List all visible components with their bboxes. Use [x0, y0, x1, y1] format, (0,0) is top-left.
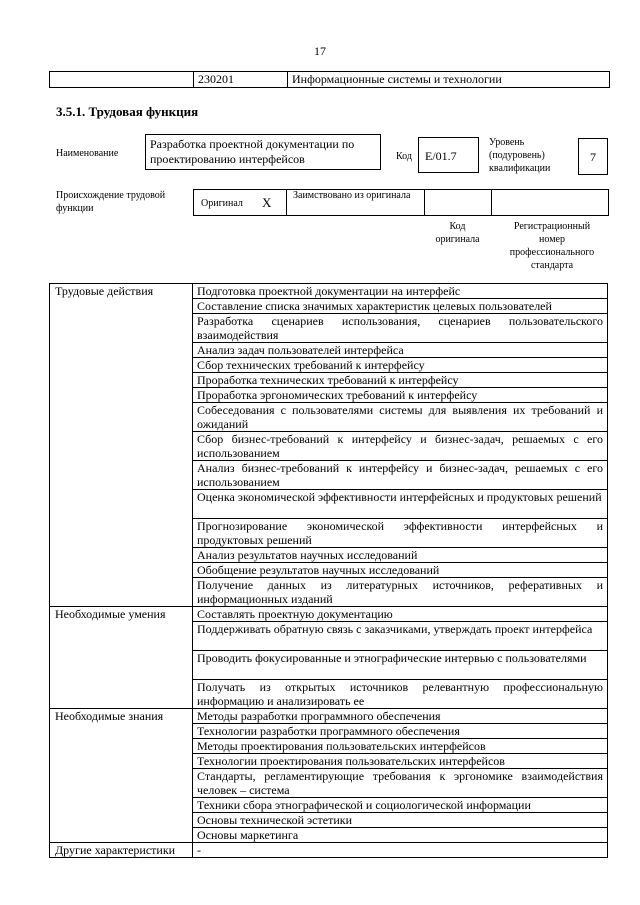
level-label: Уровень (подуровень) квалификации — [489, 137, 551, 174]
labor-function-table — [49, 283, 608, 858]
section-label: Трудовые действия — [50, 284, 193, 607]
table-cell: Основы маркетинга — [193, 828, 608, 843]
name-label: Наименование — [56, 148, 119, 159]
section-heading: 3.5.1. Трудовая функция — [56, 104, 199, 119]
table-cell: Проработка эргономических требований к интерфейсу — [193, 388, 608, 403]
code-caption: Код оригинала — [435, 221, 480, 245]
qualification-level: 7 — [590, 150, 596, 164]
table-cell: Получать из открытых источников релевантную профессиональную информацию и анализировать ее — [193, 680, 608, 709]
table-row — [50, 709, 608, 724]
regnum-caption: Регистрационный номер профессионального стандарта — [509, 221, 595, 271]
table-cell: Составлять проектную документацию — [193, 607, 608, 622]
section-label: Необходимые умения — [50, 607, 193, 709]
original-mark: X — [262, 195, 272, 210]
original-label: Оригинал — [201, 198, 243, 209]
table-row — [50, 843, 608, 858]
table-cell: Поддерживать обратную связь с заказчиками, утверждать проект интерфейса — [193, 622, 608, 651]
table-cell: Технологии разработки программного обеспечения — [193, 724, 608, 739]
table-row — [50, 284, 608, 299]
section-label: Необходимые знания — [50, 709, 193, 843]
function-code-box — [418, 137, 479, 173]
function-code: E/01.7 — [425, 149, 457, 163]
borrowed-label: Заимствовано из оригинала — [293, 190, 411, 201]
function-name-box — [145, 134, 381, 170]
table-cell: Методы проектирования пользовательских интерфейсов — [193, 739, 608, 754]
specialty-row-table — [49, 71, 610, 88]
table-cell: Обобщение результатов научных исследований — [193, 563, 608, 578]
table-row — [50, 607, 608, 622]
table-cell: Сбор технических требований к интерфейсу — [193, 358, 608, 373]
table-cell: Анализ бизнес-требований к интерфейсу и бизнес-задач, решаемых с его использованием — [193, 461, 608, 490]
specialty-name: Информационные системы и технологии — [288, 72, 610, 88]
code-label: Код — [396, 151, 412, 162]
table-cell: Прогнозирование экономической эффективности интерфейсных и продуктовых решений — [193, 519, 608, 548]
table-cell: Технологии проектирования пользовательских интерфейсов — [193, 754, 608, 769]
table-cell: Анализ результатов научных исследований — [193, 548, 608, 563]
page-number: 17 — [314, 44, 326, 58]
table-cell: Оценка экономической эффективности интерфейсных и продуктовых решений — [193, 490, 608, 519]
table-cell: - — [193, 843, 608, 858]
qualification-level-box — [578, 138, 608, 175]
origin-box — [193, 189, 609, 216]
table-cell: Проработка технических требований к интерфейсу — [193, 373, 608, 388]
table-cell: Сбор бизнес-требований к интерфейсу и бизнес-задач, решаемых с его использованием — [193, 432, 608, 461]
table-cell: Стандарты, регламентирующие требования к эргономике взаимодействия человек – система — [193, 769, 608, 798]
divider — [424, 190, 425, 215]
divider — [286, 190, 287, 215]
divider — [491, 190, 492, 215]
table-cell: Техники сбора этнографической и социологической информации — [193, 798, 608, 813]
table-cell: Получение данных из литературных источников, реферативных и информационных изданий — [193, 578, 608, 607]
table-cell: Подготовка проектной документации на интерфейс — [193, 284, 608, 299]
origin-label: Происхождение трудовой функции — [56, 190, 166, 214]
blank-cell — [50, 72, 194, 88]
table-cell: Проводить фокусированные и этнографические интервью с пользователями — [193, 651, 608, 680]
table-cell: Разработка сценариев использования, сценариев пользовательского взаимодействия — [193, 314, 608, 343]
specialty-code: 230201 — [194, 72, 288, 88]
function-name: Разработка проектной документации по проектированию интерфейсов — [150, 137, 355, 166]
table-cell: Основы технической эстетики — [193, 813, 608, 828]
table-cell: Составление списка значимых характеристик целевых пользователей — [193, 299, 608, 314]
table-cell: Анализ задач пользователей интерфейса — [193, 343, 608, 358]
section-label: Другие характеристики — [50, 843, 193, 858]
table-cell: Методы разработки программного обеспечения — [193, 709, 608, 724]
table-cell: Собеседования с пользователями системы для выявления их требований и ожиданий — [193, 403, 608, 432]
